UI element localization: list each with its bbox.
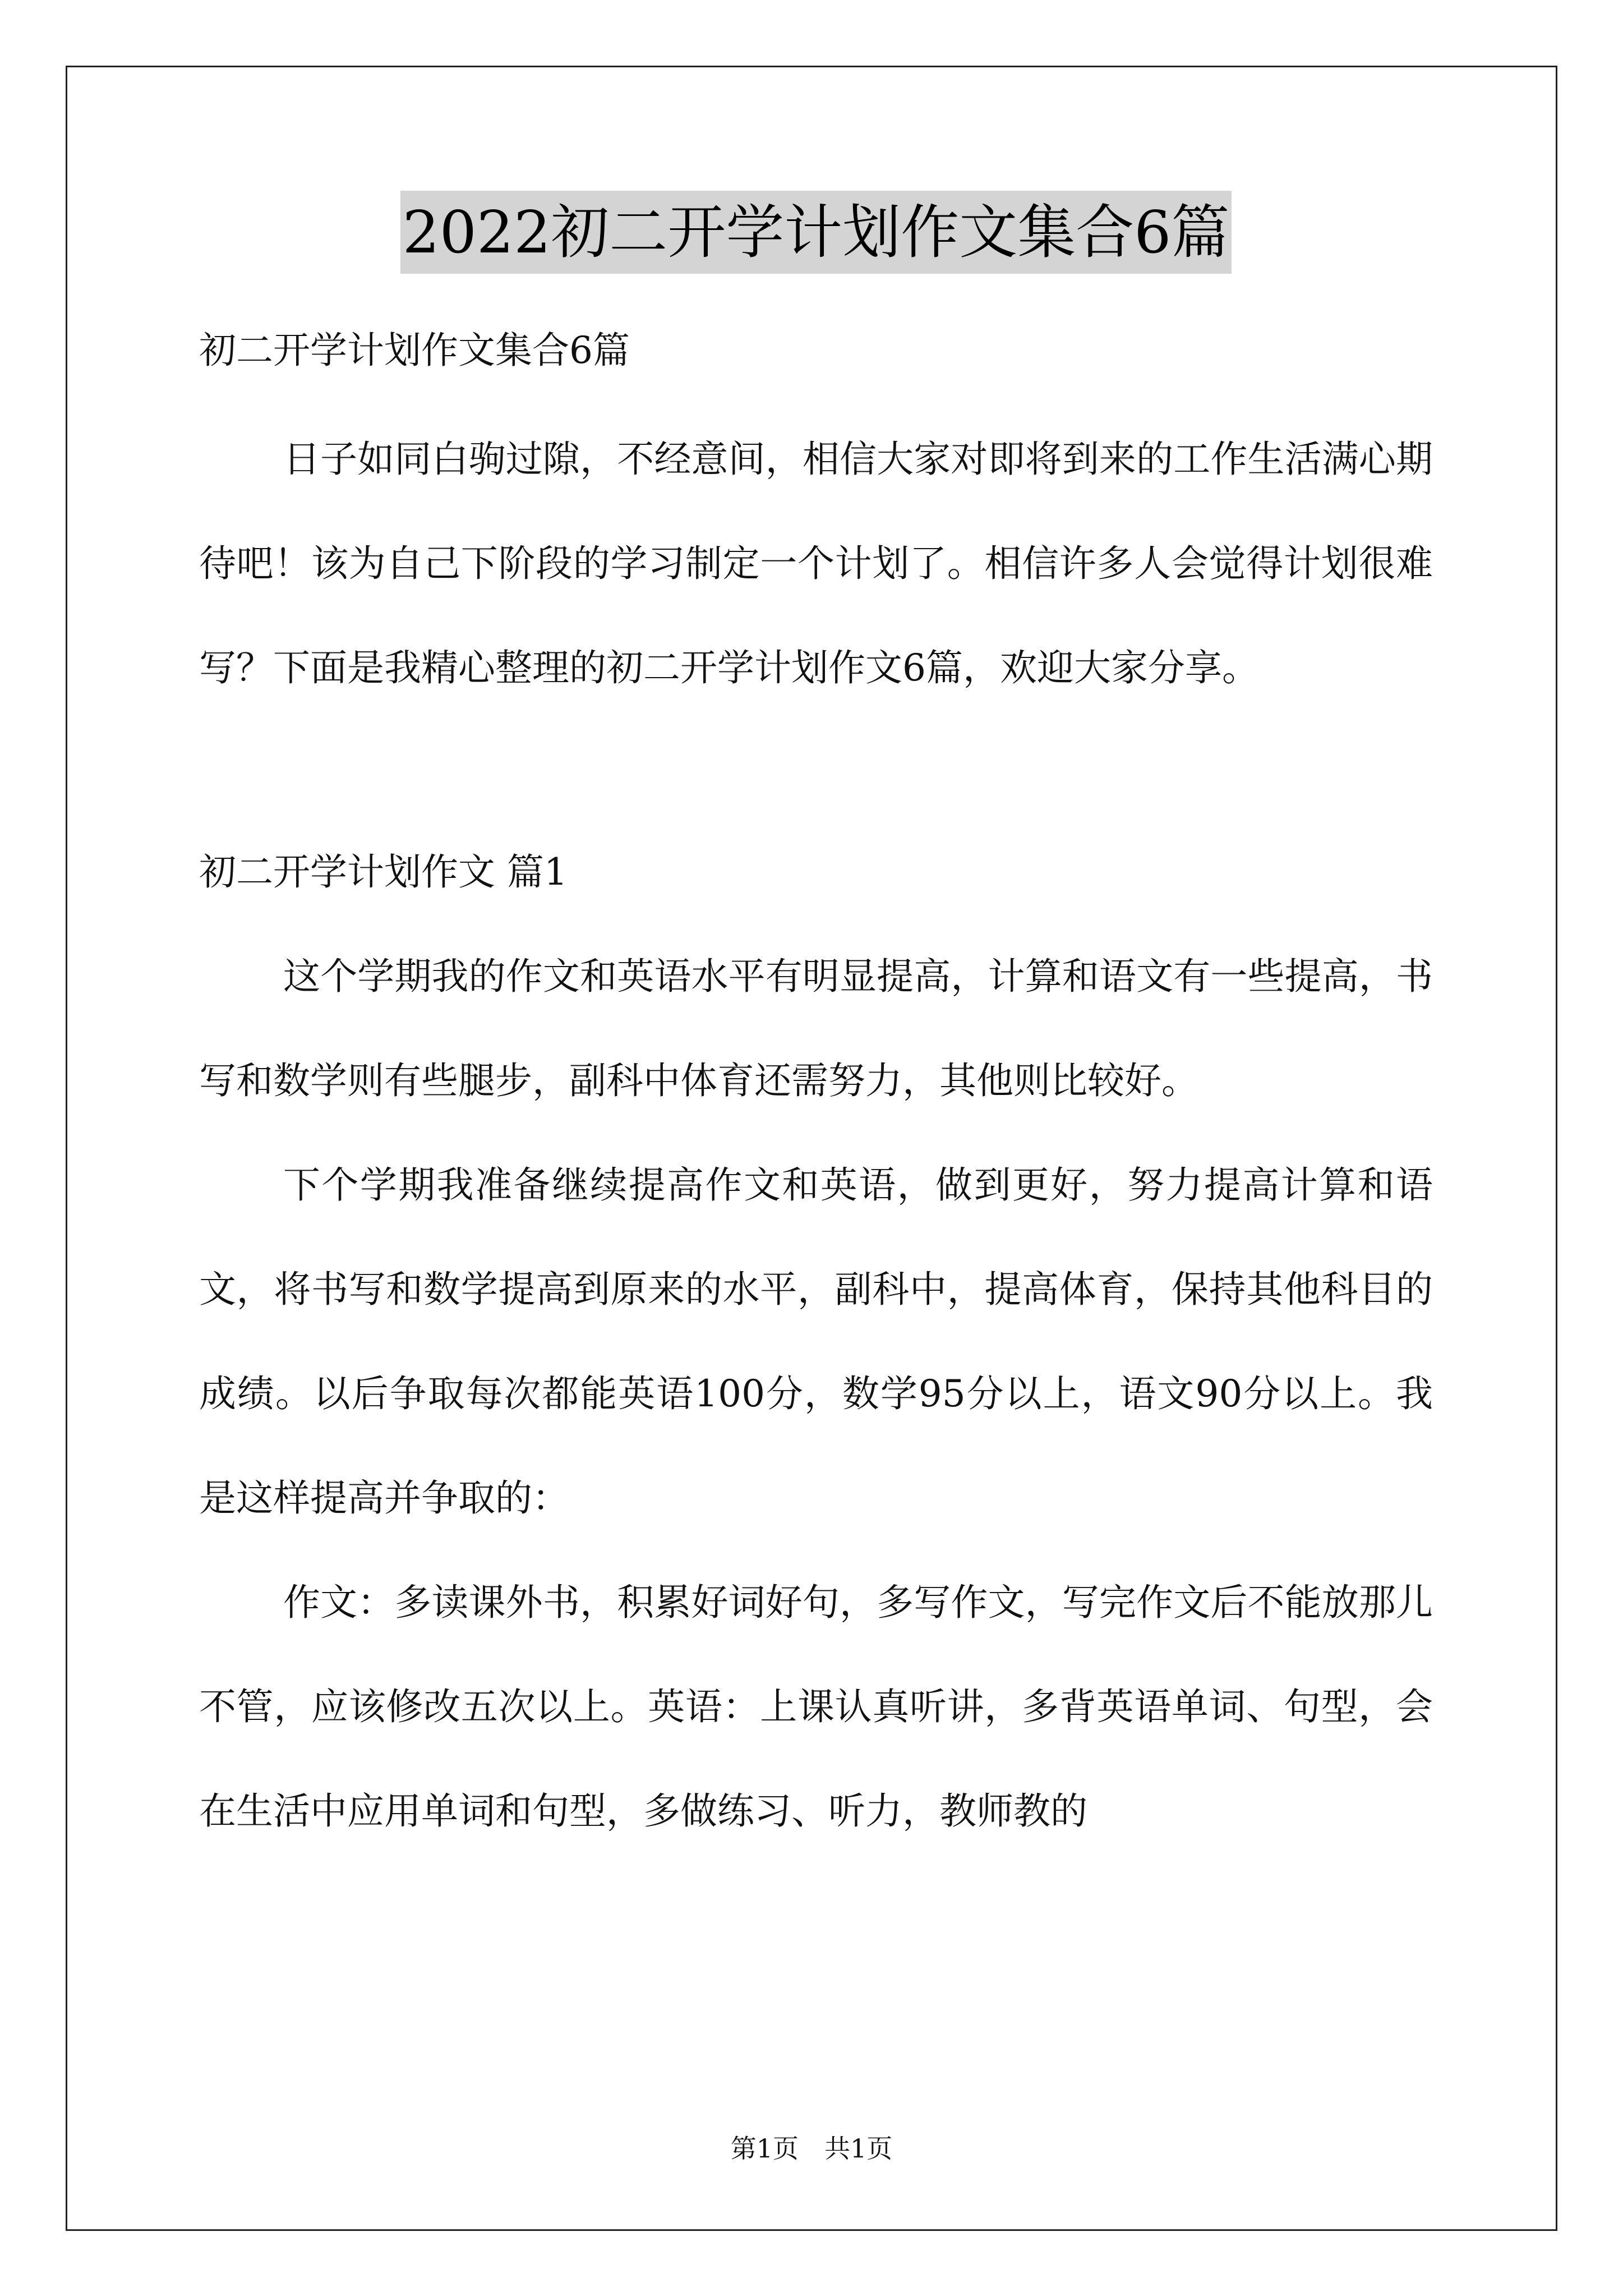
intro-paragraph: 日子如同白驹过隙，不经意间，相信大家对即将到来的工作生活满心期待吧！该为自己下阶段的学习制定一个计划了。相信许多人会觉得计划很难写？下面是我精心整理的初二开学计划作文6篇，欢迎大家分享。 bbox=[199, 438, 1433, 689]
document-subtitle: 初二开学计划作文集合6篇 bbox=[199, 329, 630, 372]
paragraph: 这个学期我的作文和英语水平有明显提高，计算和语文有一些提高，书写和数学则有些腿步，副科中体育还需努力，其他则比较好。 bbox=[199, 955, 1433, 1102]
section-heading: 初二开学计划作文 篇1 bbox=[199, 850, 568, 894]
page-footer: 第1页 共1页 bbox=[730, 2133, 893, 2164]
paragraph: 下个学期我准备继续提高作文和英语，做到更好，努力提高计算和语文，将书写和数学提高到原来的水平，副科中，提高体育，保持其他科目的成绩。以后争取每次都能英语100分，数学95分以上，语文90分以上。我是这样提高并争取的： bbox=[199, 1163, 1433, 1520]
title-container bbox=[199, 191, 1433, 303]
document-body bbox=[199, 191, 1433, 1864]
paragraph: 作文：多读课外书，积累好词好句，多写作文，写完作文后不能放那儿不管，应该修改五次以上。英语：上课认真听讲，多背英语单词、句型，会在生活中应用单词和句型，多做练习、听力，教师教的 bbox=[199, 1581, 1433, 1833]
document-title: 2022初二开学计划作文集合6篇 bbox=[400, 191, 1232, 274]
